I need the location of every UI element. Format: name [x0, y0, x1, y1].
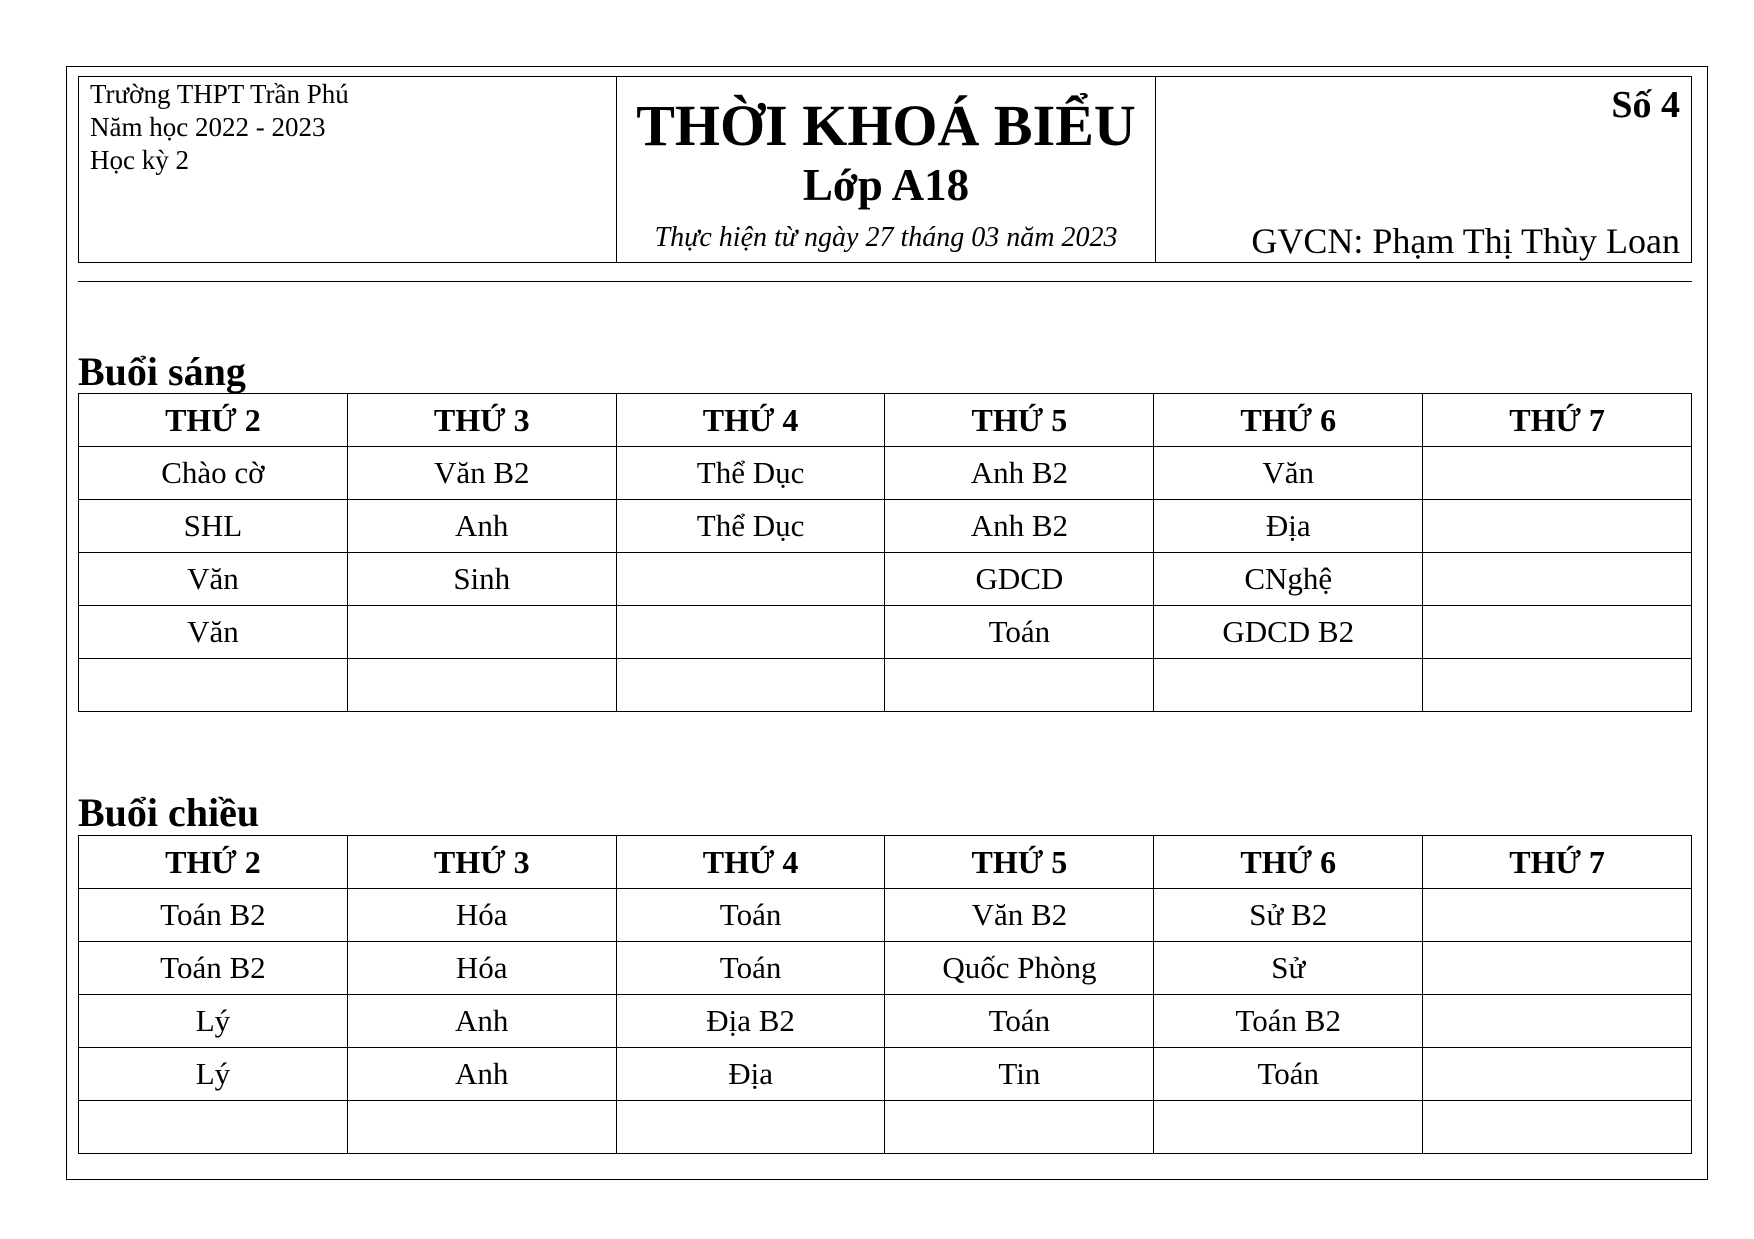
day-header: THỨ 4 [616, 836, 885, 889]
subject-cell: Văn [79, 553, 348, 606]
subject-cell: Sử [1154, 942, 1423, 995]
afternoon-timetable [78, 835, 1692, 1154]
subject-cell: Quốc Phòng [885, 942, 1154, 995]
header-row [79, 836, 1692, 889]
subject-cell: Sinh [347, 553, 616, 606]
subject-cell [1423, 1048, 1692, 1101]
subject-cell: Địa [616, 1048, 885, 1101]
subject-cell: CNghệ [1154, 553, 1423, 606]
table-row [79, 500, 1692, 553]
day-header: THỨ 6 [1154, 394, 1423, 447]
subject-cell: Văn B2 [347, 447, 616, 500]
subject-cell [1423, 1101, 1692, 1154]
page-title: THỜI KHOÁ BIỂU [636, 93, 1136, 158]
teacher-block [1156, 77, 1691, 262]
table-row [79, 1048, 1692, 1101]
subject-cell [1154, 1101, 1423, 1154]
subject-cell: Văn [79, 606, 348, 659]
subject-cell: Thể Dục [616, 500, 885, 553]
table-row [79, 606, 1692, 659]
day-header: THỨ 5 [885, 394, 1154, 447]
subject-cell: Anh B2 [885, 447, 1154, 500]
subject-cell: Toán [616, 942, 885, 995]
subject-cell [885, 1101, 1154, 1154]
day-header: THỨ 2 [79, 836, 348, 889]
subject-cell [616, 1101, 885, 1154]
subject-cell [1423, 889, 1692, 942]
subject-cell [79, 1101, 348, 1154]
subject-cell: Toán [885, 606, 1154, 659]
table-row [79, 889, 1692, 942]
subject-cell [616, 659, 885, 712]
subject-cell: Toán B2 [79, 942, 348, 995]
subject-cell [616, 553, 885, 606]
subject-cell: Hóa [347, 889, 616, 942]
table-row [79, 553, 1692, 606]
table-row [79, 942, 1692, 995]
effective-date: Thực hiện từ ngày 27 tháng 03 năm 2023 [654, 222, 1118, 253]
day-header: THỨ 5 [885, 836, 1154, 889]
subject-cell: Lý [79, 1048, 348, 1101]
subject-cell [1154, 659, 1423, 712]
morning-session-title: Buổi sáng [78, 349, 246, 394]
subject-cell [616, 606, 885, 659]
subject-cell: Văn B2 [885, 889, 1154, 942]
day-header: THỨ 3 [347, 394, 616, 447]
subject-cell [1423, 447, 1692, 500]
subject-cell [1423, 659, 1692, 712]
table-row [79, 659, 1692, 712]
school-name: Trường THPT Trần Phú [90, 79, 349, 109]
subject-cell: Anh [347, 995, 616, 1048]
subject-cell: Toán [1154, 1048, 1423, 1101]
subject-cell [1423, 500, 1692, 553]
table-row [79, 1101, 1692, 1154]
subject-cell: Toán B2 [1154, 995, 1423, 1048]
subject-cell: Anh [347, 500, 616, 553]
day-header: THỨ 2 [79, 394, 348, 447]
subject-cell: SHL [79, 500, 348, 553]
afternoon-session-title: Buổi chiều [78, 790, 260, 835]
subject-cell: Tin [885, 1048, 1154, 1101]
table-row [79, 447, 1692, 500]
subject-cell: Toán [616, 889, 885, 942]
subject-cell: GDCD B2 [1154, 606, 1423, 659]
day-header: THỨ 3 [347, 836, 616, 889]
subject-cell [79, 659, 348, 712]
class-name: Lớp A18 [802, 160, 970, 210]
subject-cell: Địa [1154, 500, 1423, 553]
subject-cell: Toán B2 [79, 889, 348, 942]
subject-cell: Thể Dục [616, 447, 885, 500]
homeroom-teacher: GVCN: Phạm Thị Thùy Loan [1251, 221, 1680, 261]
subject-cell [347, 1101, 616, 1154]
subject-cell [347, 606, 616, 659]
subject-cell: Địa B2 [616, 995, 885, 1048]
subject-cell [1423, 606, 1692, 659]
table-row [79, 995, 1692, 1048]
subject-cell: Sử B2 [1154, 889, 1423, 942]
semester: Học kỳ 2 [90, 145, 189, 175]
subject-cell: GDCD [885, 553, 1154, 606]
morning-timetable [78, 393, 1692, 712]
header-row [79, 394, 1692, 447]
timetable-number: Số 4 [1611, 84, 1680, 126]
subject-cell [885, 659, 1154, 712]
subject-cell: Văn [1154, 447, 1423, 500]
subject-cell [347, 659, 616, 712]
subject-cell: Hóa [347, 942, 616, 995]
day-header: THỨ 7 [1423, 394, 1692, 447]
subject-cell [1423, 995, 1692, 1048]
timetable-header [78, 76, 1692, 263]
subject-cell: Anh B2 [885, 500, 1154, 553]
subject-cell: Anh [347, 1048, 616, 1101]
day-header: THỨ 6 [1154, 836, 1423, 889]
school-year: Năm học 2022 - 2023 [90, 112, 326, 142]
header-divider [78, 281, 1692, 282]
day-header: THỨ 7 [1423, 836, 1692, 889]
subject-cell [1423, 553, 1692, 606]
subject-cell [1423, 942, 1692, 995]
subject-cell: Lý [79, 995, 348, 1048]
subject-cell: Toán [885, 995, 1154, 1048]
title-block [617, 77, 1156, 262]
school-info [79, 77, 617, 262]
subject-cell: Chào cờ [79, 447, 348, 500]
day-header: THỨ 4 [616, 394, 885, 447]
